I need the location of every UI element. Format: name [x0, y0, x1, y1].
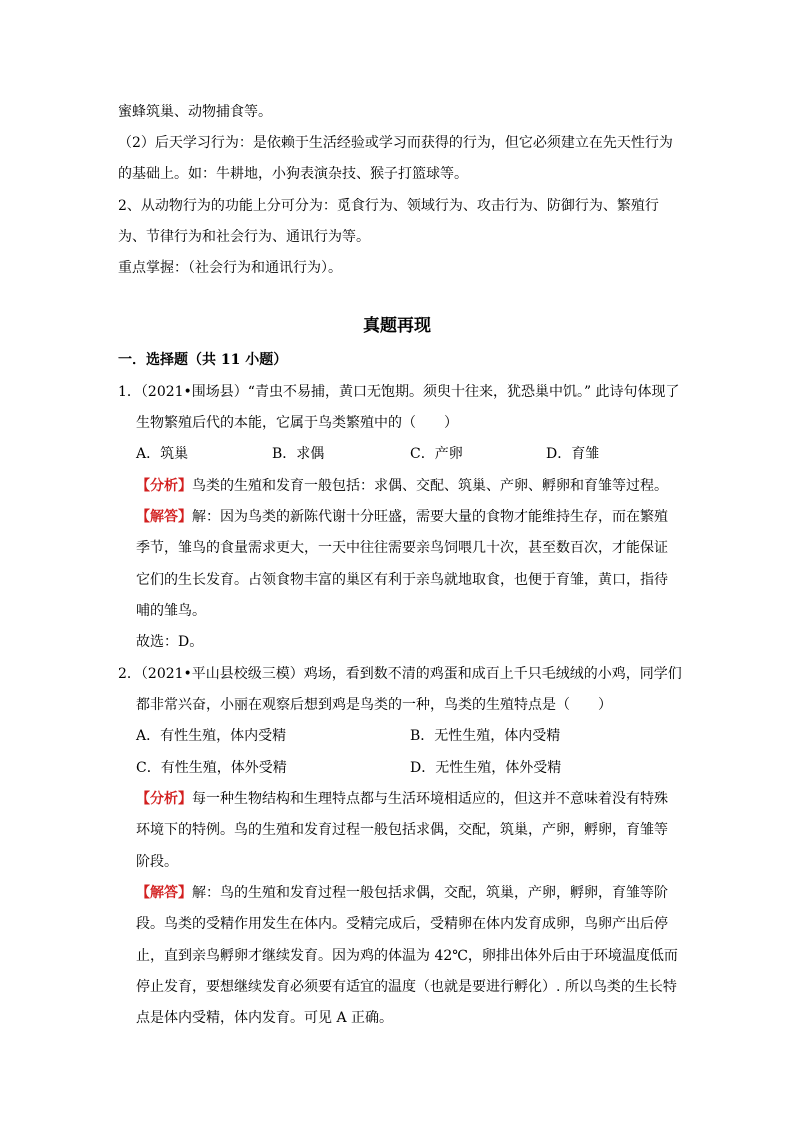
q2-stem-line-2: 都非常兴奋，小丽在观察后想到鸡是鸟类的一种，鸟类的生殖特点是（ ） [136, 697, 612, 713]
q1-answer-line-3: 它们的生长发育。占领食物丰富的巢区有利于亲鸟就地取食，也便于育雏，黄口，指待 [136, 572, 668, 588]
q2-analysis-line-2: 环境下的特例。鸟的生殖和发育过程一般包括求偶，交配，筑巢，产卵，孵卵，育雏等 [136, 822, 668, 838]
analysis-tag: 【分析】 [136, 791, 192, 807]
q1-option-c: C．产卵 [410, 446, 463, 462]
q2-answer-line-3: 止，直到亲鸟孵卵才继续发育。因为鸡的体温为 42℃，卵排出体外后由于环境温度低而 [136, 948, 678, 964]
q1-answer-text-1: 解：因为鸟类的新陈代谢十分旺盛，需要大量的食物才能维持生存，而在繁殖 [192, 509, 668, 525]
q1-stem-line-2: 生物繁殖后代的本能，它属于鸟类繁殖中的（ ） [136, 415, 458, 431]
answer-tag: 【解答】 [136, 885, 192, 901]
q2-analysis-line-3: 阶段。 [136, 854, 178, 870]
intro-line-2: （2）后天学习行为：是依赖于生活经验或学习而获得的行为，但它必须建立在先天性行为 [118, 135, 673, 151]
q2-answer-line-5: 点是体内受精，体内发育。可见 A 正确。 [136, 1010, 394, 1026]
q2-answer-text-1: 解：鸟的生殖和发育过程一般包括求偶，交配，筑巢，产卵，孵卵，育雏等阶 [192, 885, 668, 901]
q2-analysis-text-1: 每一种生物结构和生理特点都与生活环境相适应的，但这并不意味着没有特殊 [192, 791, 668, 807]
q1-choice: 故选：D。 [136, 634, 204, 650]
answer-tag: 【解答】 [136, 509, 192, 525]
intro-line-3: 的基础上。如：牛耕地，小狗表演杂技、猴子打篮球等。 [118, 166, 468, 182]
q1-answer-line-1 [136, 507, 668, 527]
analysis-tag: 【分析】 [136, 478, 192, 494]
intro-line-6: 重点掌握：（社会行为和通讯行为）。 [118, 260, 342, 276]
q1-answer-line-2: 季节，雏鸟的食量需求更大，一天中往往需要亲鸟饲喂几十次，甚至数百次，才能保证 [136, 540, 668, 556]
intro-line-1: 蜜蜂筑巢、动物捕食等。 [118, 104, 272, 120]
q1-option-b: B．求偶 [272, 446, 325, 462]
intro-line-5: 为、节律行为和社会行为、通讯行为等。 [118, 229, 370, 245]
part-heading: 一．选择题（共 11 小题） [118, 352, 288, 368]
q2-option-b: B．无性生殖，体内受精 [410, 728, 561, 744]
q1-analysis-text: 鸟类的生殖和发育一般包括：求偶、交配、筑巢、产卵、孵卵和育雏等过程。 [192, 478, 668, 494]
q2-option-c: C．有性生殖，体外受精 [136, 760, 287, 776]
q1-option-d: D．育雏 [546, 446, 600, 462]
q1-stem-line-1: 1．（2021•围场县）“青虫不易捕，黄口无饱期。须臾十往来，犹恐巢中饥。” 此诗句体现了 [118, 384, 680, 400]
section-title: 真题再现 [363, 316, 431, 336]
q1-analysis [136, 476, 668, 496]
q2-option-d: D．无性生殖，体外受精 [410, 760, 562, 776]
q1-option-a: A．筑巢 [136, 446, 189, 462]
q2-analysis-line-1 [136, 789, 668, 809]
q2-stem-line-1: 2．（2021•平山县校级三模）鸡场，看到数不清的鸡蛋和成百上千只毛绒绒的小鸡，同学们 [118, 666, 682, 682]
q2-answer-line-4: 停止发育，要想继续发育必须要有适宜的温度（也就是要进行孵化）. 所以鸟类的生长特 [136, 979, 677, 995]
q2-answer-line-1 [136, 883, 668, 903]
q2-answer-line-2: 段。鸟类的受精作用发生在体内。受精完成后，受精卵在体内发育成卵，鸟卵产出后停 [136, 916, 668, 932]
intro-line-4: 2、从动物行为的功能上分可分为：觅食行为、领域行为、攻击行为、防御行为、繁殖行 [118, 198, 659, 214]
q2-option-a: A．有性生殖，体内受精 [136, 728, 287, 744]
q1-answer-line-4: 哺的雏鸟。 [136, 603, 206, 619]
